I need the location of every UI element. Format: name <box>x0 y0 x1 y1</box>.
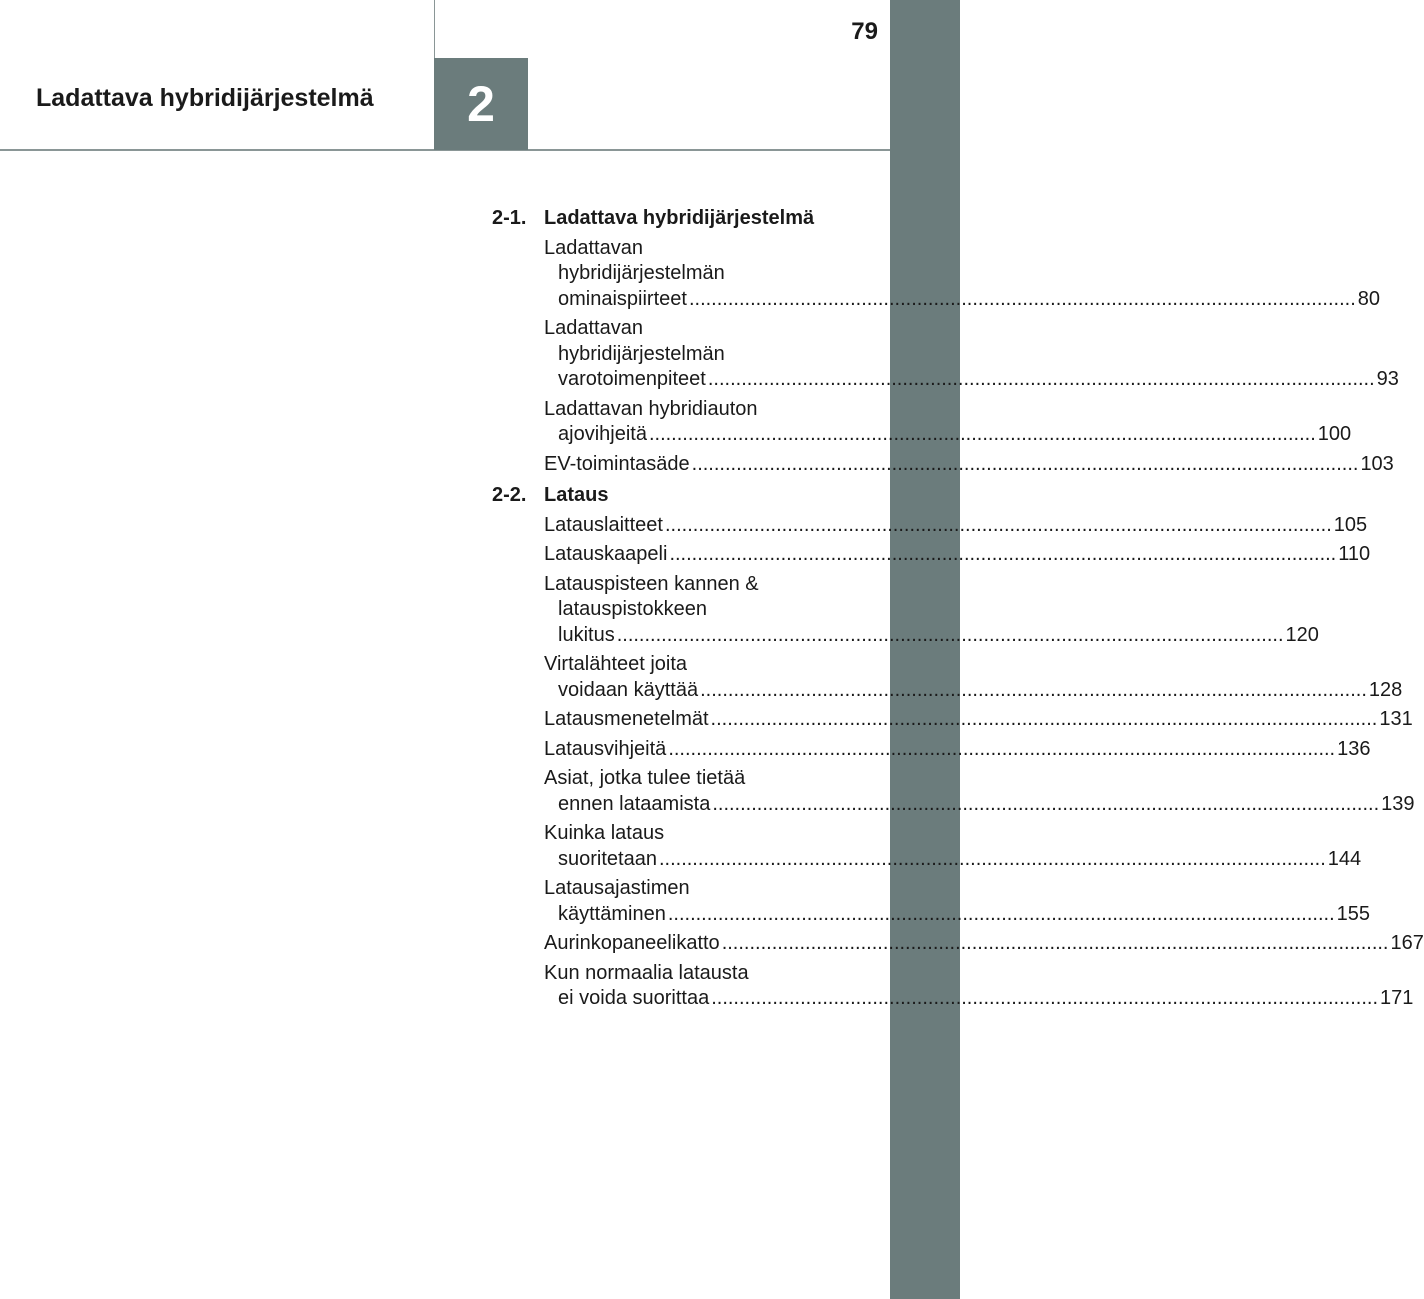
toc-entry[interactable] <box>544 452 1394 478</box>
toc-entry-line: Virtalähteet joita <box>544 653 688 675</box>
toc-entry-text: Latauslaitteet <box>544 513 663 536</box>
toc-entry[interactable] <box>544 513 1368 539</box>
dot-leader: ........................................................................................................................ <box>700 678 1367 701</box>
toc-entry-leader-line <box>558 422 1352 448</box>
toc-entry[interactable] <box>544 316 1399 393</box>
toc-entry-text: Latausmenetelmät <box>544 708 709 730</box>
toc-entry-line: hybridijärjestelmän <box>558 342 725 365</box>
toc-page-number: 167 <box>1390 932 1424 954</box>
dot-leader: ........................................................................................................................ <box>721 932 1389 954</box>
table-of-contents <box>492 206 1424 1018</box>
toc-entry-text: ennen lataamista <box>558 792 711 815</box>
page-number: 79 <box>851 18 878 45</box>
toc-entry-text: Latausvihjeitä <box>544 737 667 760</box>
dot-leader: ........................................................................................................................ <box>658 847 1326 870</box>
toc-entry[interactable] <box>544 397 1352 448</box>
toc-section-heading <box>492 483 832 509</box>
toc-entry-text: lukitus <box>558 623 615 646</box>
toc-entry-leader-line <box>558 902 1371 928</box>
dot-leader: ........................................................................................................................ <box>691 452 1359 475</box>
header-divider-vertical <box>434 0 435 58</box>
toc-page-number: 144 <box>1327 847 1362 870</box>
toc-entry[interactable] <box>544 236 1380 313</box>
toc-section <box>492 206 1399 477</box>
toc-page-number: 171 <box>1380 987 1414 1009</box>
toc-entry-leader-line <box>544 513 1368 539</box>
toc-entry[interactable] <box>544 766 1415 817</box>
toc-entry-line: Ladattavan <box>544 317 643 339</box>
toc-entry-text: ominaispiirteet <box>558 287 687 310</box>
toc-section-number: 2-1. <box>492 207 527 229</box>
dot-leader: ........................................................................................................................ <box>668 737 1336 760</box>
toc-page-number: 100 <box>1317 423 1352 445</box>
toc-page-number: 120 <box>1285 623 1319 646</box>
toc-entry[interactable] <box>544 707 1413 733</box>
toc-entry-line: Ladattavan <box>544 236 643 259</box>
toc-entry-line: hybridijärjestelmän <box>558 262 725 284</box>
toc-page-number: 136 <box>1337 737 1371 760</box>
toc-entry-leader-line <box>558 986 1414 1012</box>
toc-entry-text: ei voida suorittaa <box>558 987 710 1009</box>
toc-entry-text: käyttäminen <box>558 902 666 925</box>
dot-leader: ........................................................................................................................ <box>710 708 1378 730</box>
toc-page-number: 155 <box>1336 902 1371 925</box>
toc-entry-line: Latausajastimen <box>544 877 690 899</box>
chapter-title: Ladattava hybridijärjestelmä <box>36 84 374 112</box>
toc-page-number: 105 <box>1333 513 1368 536</box>
toc-page-number: 93 <box>1376 368 1399 390</box>
toc-entry-leader-line <box>558 287 1380 313</box>
toc-entry-leader-line <box>544 737 1371 763</box>
toc-entry-line: Asiat, jotka tulee tietää <box>544 767 746 789</box>
toc-entry-text: suoritetaan <box>558 847 657 870</box>
toc-entry[interactable] <box>544 737 1371 763</box>
dot-leader: ........................................................................................................................ <box>616 623 1284 646</box>
toc-entry[interactable] <box>544 821 1362 872</box>
toc-entry[interactable] <box>544 961 1414 1012</box>
dot-leader: ........................................................................................................................ <box>648 423 1316 445</box>
toc-entry-leader-line <box>558 367 1399 393</box>
toc-section-heading <box>492 206 832 232</box>
toc-entry-leader-line <box>558 623 1319 649</box>
toc-entry[interactable] <box>544 652 1403 703</box>
toc-entry-text: voidaan käyttää <box>558 678 699 701</box>
dot-leader: ........................................................................................................................ <box>712 792 1380 815</box>
dot-leader: ........................................................................................................................ <box>711 987 1378 1009</box>
toc-page-number: 139 <box>1381 792 1415 815</box>
dot-leader: ........................................................................................................................ <box>664 513 1332 536</box>
toc-section-number: 2-2. <box>492 484 527 506</box>
toc-entry-leader-line <box>544 931 1424 957</box>
toc-page-number: 103 <box>1360 452 1394 475</box>
toc-entry-leader-line <box>544 707 1413 733</box>
toc-entry-text: varotoimenpiteet <box>558 368 706 390</box>
toc-entry-line: latauspistokkeen <box>558 598 707 620</box>
toc-entry[interactable] <box>544 542 1371 568</box>
toc-page-number: 110 <box>1338 543 1371 565</box>
toc-entry-leader-line <box>558 847 1362 873</box>
toc-entry[interactable] <box>544 572 1319 649</box>
chapter-number-box <box>434 58 528 150</box>
toc-section-title: Ladattava hybridijärjestelmä <box>544 207 815 229</box>
chapter-number: 2 <box>467 76 495 132</box>
toc-entry-leader-line <box>544 542 1371 568</box>
toc-entry-text: Latauskaapeli <box>544 543 668 565</box>
toc-entry[interactable] <box>544 876 1371 927</box>
toc-entry-line: Kun normaalia latausta <box>544 961 749 984</box>
toc-entry-text: Aurinkopaneelikatto <box>544 932 720 954</box>
dot-leader: ........................................................................................................................ <box>669 543 1337 565</box>
toc-section-title: Lataus <box>544 484 609 506</box>
toc-entry-line: Kuinka lataus <box>544 822 665 844</box>
toc-entry-leader-line <box>558 678 1403 704</box>
toc-page-number: 80 <box>1357 287 1380 310</box>
dot-leader: ........................................................................................................................ <box>707 368 1375 390</box>
toc-page-number: 131 <box>1379 708 1413 730</box>
toc-page-number: 128 <box>1368 678 1403 701</box>
toc-entry[interactable] <box>544 931 1424 957</box>
dot-leader: ........................................................................................................................ <box>688 287 1356 310</box>
side-thumb-tab <box>890 0 960 1299</box>
toc-entry-line: Ladattavan hybridiauton <box>544 397 758 420</box>
toc-entry-leader-line <box>558 792 1415 818</box>
dot-leader: ........................................................................................................................ <box>667 902 1335 925</box>
toc-entry-leader-line <box>544 452 1394 478</box>
toc-entry-text: ajovihjeitä <box>558 423 647 445</box>
toc-entry-text: EV-toimintasäde <box>544 452 690 475</box>
toc-section <box>492 483 1424 1012</box>
toc-entry-line: Latauspisteen kannen & <box>544 572 759 595</box>
